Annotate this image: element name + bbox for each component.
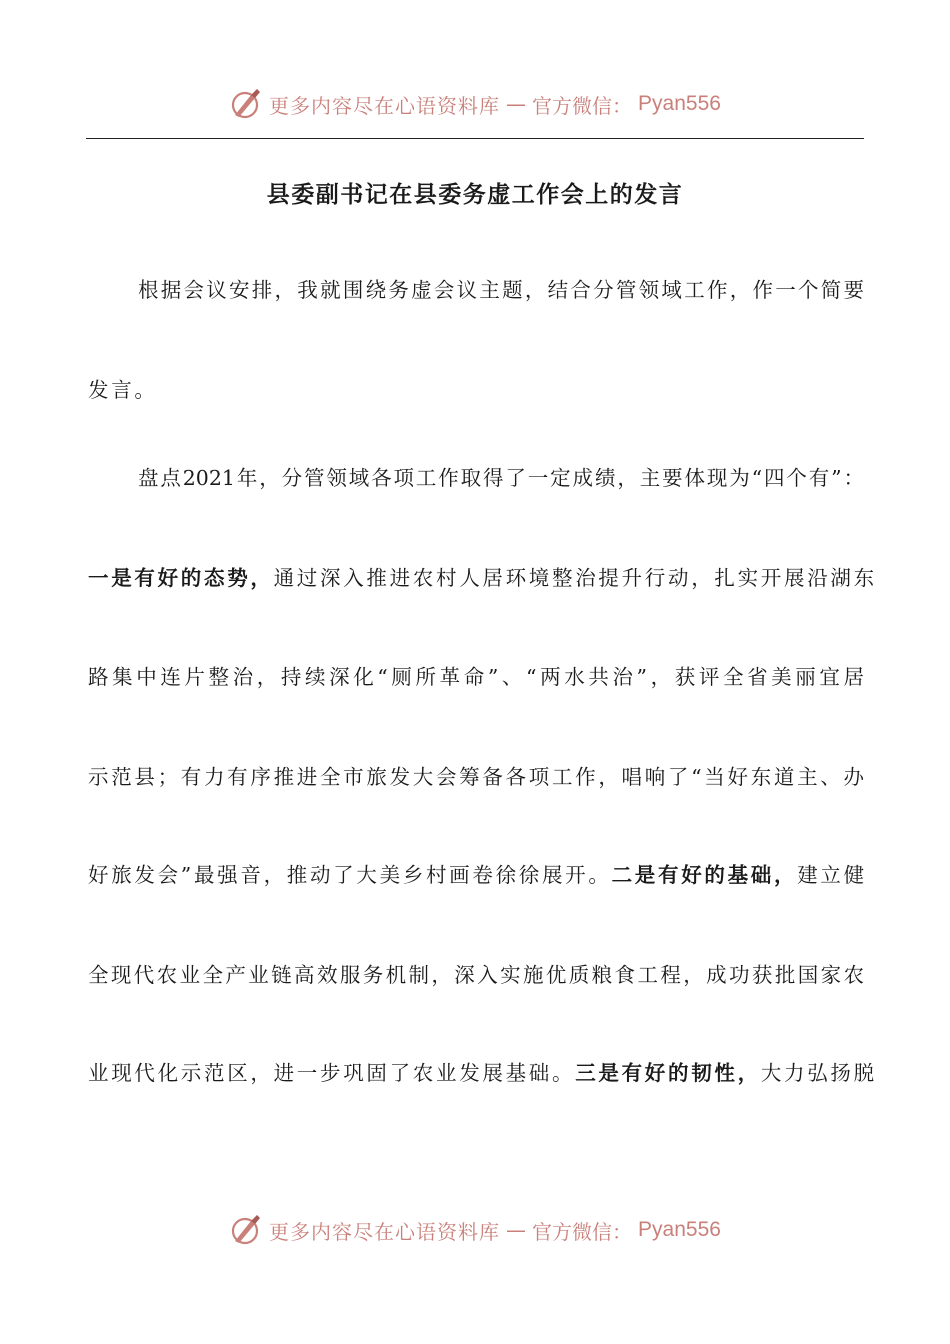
para2-line7 — [88, 1056, 877, 1086]
para2-line4: 示范县；有力有序推进全市旅发大会筹备各项工作，唱响了“当好东道主、办 — [88, 765, 864, 789]
banner-wechat-id: Pyan556 — [638, 92, 721, 115]
header-divider — [86, 138, 864, 139]
pen-in-circle-icon — [229, 1213, 263, 1247]
pen-in-circle-icon — [229, 87, 263, 121]
para2-line7-tail: 大力弘扬脱 — [760, 1061, 877, 1085]
para2-line2 — [88, 561, 877, 591]
banner-text: 更多内容尽在心语资料库 — [269, 93, 501, 118]
banner-wechat-label: 官方微信： — [532, 93, 633, 118]
footer-banner-wechat-label: 官方微信： — [532, 1219, 633, 1244]
footer-banner-text: 更多内容尽在心语资料库 — [269, 1219, 501, 1244]
footer-banner — [0, 1210, 950, 1250]
point-two-heading: 二是有好的基础， — [611, 863, 798, 887]
banner-separator: — — [506, 92, 527, 116]
para2-line5-tail: 建立健 — [797, 863, 867, 887]
para1-line2: 发言。 — [88, 378, 158, 402]
para2-line5-text: 好旅发会”最强音，推动了大美乡村画卷徐徐展开。 — [88, 863, 612, 887]
para2-line1: 盘点2021年，分管领域各项工作取得了一定成绩，主要体现为“四个有”： — [138, 466, 864, 490]
footer-banner-wechat-id: Pyan556 — [638, 1218, 721, 1241]
para2-line2-text: 通过深入推进农村人居环境整治提升行动，扎实开展沿湖东 — [273, 566, 877, 590]
para2-line3: 路集中连片整治，持续深化“厕所革命”、“两水共治”，获评全省美丽宜居 — [88, 665, 864, 689]
para1-line1: 根据会议安排，我就围绕务虚会议主题，结合分管领域工作，作一个简要 — [138, 278, 864, 302]
para2-line7-text: 业现代化示范区，进一步巩固了农业发展基础。 — [88, 1061, 576, 1085]
point-one-heading: 一是有好的态势， — [88, 566, 274, 590]
header-banner — [0, 84, 950, 124]
para2-line5 — [88, 858, 867, 888]
page-title: 县委副书记在县委务虚工作会上的发言 — [266, 181, 684, 208]
footer-banner-separator: — — [506, 1218, 527, 1242]
para2-line6: 全现代农业全产业链高效服务机制，深入实施优质粮食工程，成功获批国家农 — [88, 963, 864, 987]
point-three-heading: 三是有好的韧性， — [575, 1061, 761, 1085]
